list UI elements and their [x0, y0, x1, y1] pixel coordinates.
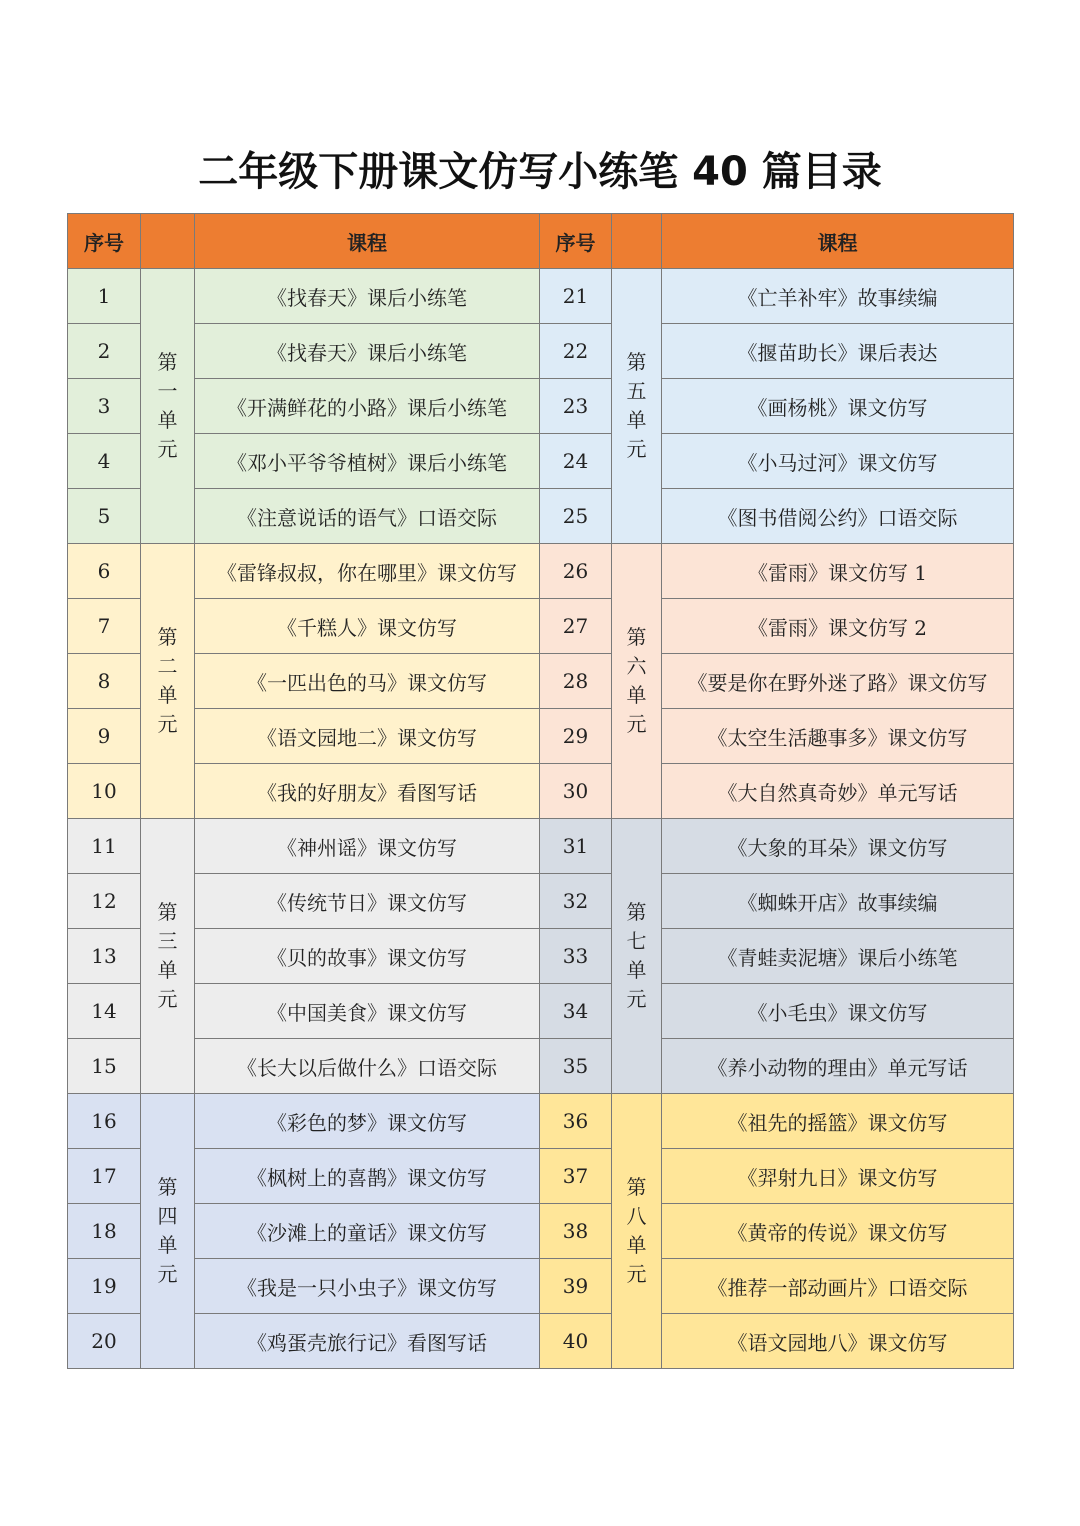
row-num: 17: [68, 1149, 141, 1204]
unit-char: 单: [157, 408, 178, 432]
table-row: [68, 489, 1014, 544]
unit-char: 元: [157, 712, 178, 736]
row-course: 《青蛙卖泥塘》课后小练笔: [662, 929, 1014, 984]
row-course: 《大自然真奇妙》单元写话: [662, 764, 1014, 819]
row-num: 14: [68, 984, 141, 1039]
table-row: [68, 434, 1014, 489]
row-num: 26: [540, 544, 612, 599]
row-num: 18: [68, 1204, 141, 1259]
row-num: 29: [540, 709, 612, 764]
unit-char: 第: [626, 625, 647, 649]
unit-char: 单: [157, 958, 178, 982]
unit-char: 第: [157, 1175, 178, 1199]
row-num: 38: [540, 1204, 612, 1259]
row-course: 《注意说话的语气》口语交际: [195, 489, 540, 544]
row-num: 5: [68, 489, 141, 544]
unit-char: 单: [626, 958, 647, 982]
unit-char: 八: [626, 1204, 647, 1228]
unit-char: 第: [157, 900, 178, 924]
row-course: 《养小动物的理由》单元写话: [662, 1039, 1014, 1094]
unit-char: 单: [626, 1233, 647, 1257]
unit-char: 元: [626, 1262, 647, 1286]
unit-char: 六: [626, 654, 647, 678]
unit-char: 五: [626, 379, 647, 403]
row-num: 15: [68, 1039, 141, 1094]
row-course: 《我的好朋友》看图写话: [195, 764, 540, 819]
unit-char: 元: [626, 712, 647, 736]
table-row: [68, 1094, 1014, 1149]
unit-char: 第: [626, 350, 647, 374]
row-course: 《雷锋叔叔，你在哪里》课文仿写: [195, 544, 540, 599]
row-course: 《祖先的摇篮》课文仿写: [662, 1094, 1014, 1149]
row-course: 《彩色的梦》课文仿写: [195, 1094, 540, 1149]
row-course: 《贝的故事》课文仿写: [195, 929, 540, 984]
row-num: 1: [68, 269, 141, 324]
row-num: 4: [68, 434, 141, 489]
row-course: 《沙滩上的童话》课文仿写: [195, 1204, 540, 1259]
unit-label-2: [141, 544, 195, 819]
table-row: [68, 1039, 1014, 1094]
row-course: 《亡羊补牢》故事续编: [662, 269, 1014, 324]
row-course: 《揠苗助长》课后表达: [662, 324, 1014, 379]
row-num: 40: [540, 1314, 612, 1369]
row-num: 8: [68, 654, 141, 709]
row-num: 25: [540, 489, 612, 544]
row-num: 3: [68, 379, 141, 434]
row-num: 36: [540, 1094, 612, 1149]
row-course: 《大象的耳朵》课文仿写: [662, 819, 1014, 874]
header-unit-right: [612, 214, 662, 269]
row-course: 《长大以后做什么》口语交际: [195, 1039, 540, 1094]
unit-char: 元: [157, 1262, 178, 1286]
unit-char: 七: [626, 929, 647, 953]
unit-label-4: [141, 1094, 195, 1369]
row-course: 《找春天》课后小练笔: [195, 324, 540, 379]
row-course: 《太空生活趣事多》课文仿写: [662, 709, 1014, 764]
header-row: [68, 214, 1014, 269]
header-num-left: 序号: [68, 214, 141, 269]
row-course: 《语文园地八》课文仿写: [662, 1314, 1014, 1369]
row-course: 《要是你在野外迷了路》课文仿写: [662, 654, 1014, 709]
row-course: 《小马过河》课文仿写: [662, 434, 1014, 489]
table-row: [68, 1149, 1014, 1204]
table-row: [68, 1314, 1014, 1369]
row-course: 《开满鲜花的小路》课后小练笔: [195, 379, 540, 434]
unit-char: 三: [157, 929, 178, 953]
unit-label-5: [612, 269, 662, 544]
unit-char: 四: [157, 1204, 178, 1228]
row-num: 27: [540, 599, 612, 654]
row-course: 《枫树上的喜鹊》课文仿写: [195, 1149, 540, 1204]
table-row: [68, 819, 1014, 874]
unit-char: 元: [157, 987, 178, 1011]
header-num-right: 序号: [540, 214, 612, 269]
row-num: 10: [68, 764, 141, 819]
unit-char: 元: [626, 987, 647, 1011]
unit-char: 单: [157, 1233, 178, 1257]
table-row: [68, 599, 1014, 654]
unit-char: 单: [626, 683, 647, 707]
table-row: [68, 544, 1014, 599]
table-row: [68, 1204, 1014, 1259]
row-num: 21: [540, 269, 612, 324]
table-row: [68, 379, 1014, 434]
row-num: 34: [540, 984, 612, 1039]
row-course: 《雷雨》课文仿写 1: [662, 544, 1014, 599]
row-num: 39: [540, 1259, 612, 1314]
row-num: 30: [540, 764, 612, 819]
unit-char: 第: [626, 1175, 647, 1199]
unit-char: 单: [626, 408, 647, 432]
row-num: 7: [68, 599, 141, 654]
row-num: 33: [540, 929, 612, 984]
row-num: 35: [540, 1039, 612, 1094]
table-row: [68, 324, 1014, 379]
unit-label-6: [612, 544, 662, 819]
row-course: 《小毛虫》课文仿写: [662, 984, 1014, 1039]
row-course: 《雷雨》课文仿写 2: [662, 599, 1014, 654]
table-row: [68, 929, 1014, 984]
row-num: 31: [540, 819, 612, 874]
row-num: 20: [68, 1314, 141, 1369]
row-course: 《邓小平爷爷植树》课后小练笔: [195, 434, 540, 489]
row-num: 2: [68, 324, 141, 379]
unit-char: 单: [157, 683, 178, 707]
unit-label-8: [612, 1094, 662, 1369]
row-course: 《中国美食》课文仿写: [195, 984, 540, 1039]
row-course: 《语文园地二》课文仿写: [195, 709, 540, 764]
row-num: 19: [68, 1259, 141, 1314]
unit-char: 一: [157, 379, 178, 403]
page-title: 二年级下册课文仿写小练笔 40 篇目录: [198, 149, 882, 195]
row-course: 《传统节日》课文仿写: [195, 874, 540, 929]
row-course: 《神州谣》课文仿写: [195, 819, 540, 874]
row-num: 13: [68, 929, 141, 984]
table-row: [68, 709, 1014, 764]
row-course: 《画杨桃》课文仿写: [662, 379, 1014, 434]
unit-label-7: [612, 819, 662, 1094]
table-row: [68, 654, 1014, 709]
row-course: 《黄帝的传说》课文仿写: [662, 1204, 1014, 1259]
row-course: 《蜘蛛开店》故事续编: [662, 874, 1014, 929]
unit-char: 第: [157, 625, 178, 649]
unit-char: 二: [157, 654, 178, 678]
unit-label-1: [141, 269, 195, 544]
header-course-right: 课程: [662, 214, 1014, 269]
unit-char: 第: [626, 900, 647, 924]
header-course-left: 课程: [195, 214, 540, 269]
row-num: 23: [540, 379, 612, 434]
header-unit-left: [141, 214, 195, 269]
row-num: 37: [540, 1149, 612, 1204]
table-row: [68, 984, 1014, 1039]
unit-char: 元: [157, 437, 178, 461]
row-num: 6: [68, 544, 141, 599]
table-row: [68, 764, 1014, 819]
row-num: 24: [540, 434, 612, 489]
unit-char: 第: [157, 350, 178, 374]
row-course: 《我是一只小虫子》课文仿写: [195, 1259, 540, 1314]
row-num: 32: [540, 874, 612, 929]
table-row: [68, 1259, 1014, 1314]
catalog-table: [67, 213, 1014, 1369]
row-num: 11: [68, 819, 141, 874]
row-course: 《图书借阅公约》口语交际: [662, 489, 1014, 544]
row-course: 《鸡蛋壳旅行记》看图写话: [195, 1314, 540, 1369]
row-course: 《一匹出色的马》课文仿写: [195, 654, 540, 709]
row-course: 《推荐一部动画片》口语交际: [662, 1259, 1014, 1314]
unit-char: 元: [626, 437, 647, 461]
row-course: 《找春天》课后小练笔: [195, 269, 540, 324]
row-course: 《羿射九日》课文仿写: [662, 1149, 1014, 1204]
row-num: 9: [68, 709, 141, 764]
row-num: 12: [68, 874, 141, 929]
table-row: [68, 269, 1014, 324]
row-course: 《千糕人》课文仿写: [195, 599, 540, 654]
table-row: [68, 874, 1014, 929]
row-num: 22: [540, 324, 612, 379]
unit-label-3: [141, 819, 195, 1094]
row-num: 28: [540, 654, 612, 709]
row-num: 16: [68, 1094, 141, 1149]
